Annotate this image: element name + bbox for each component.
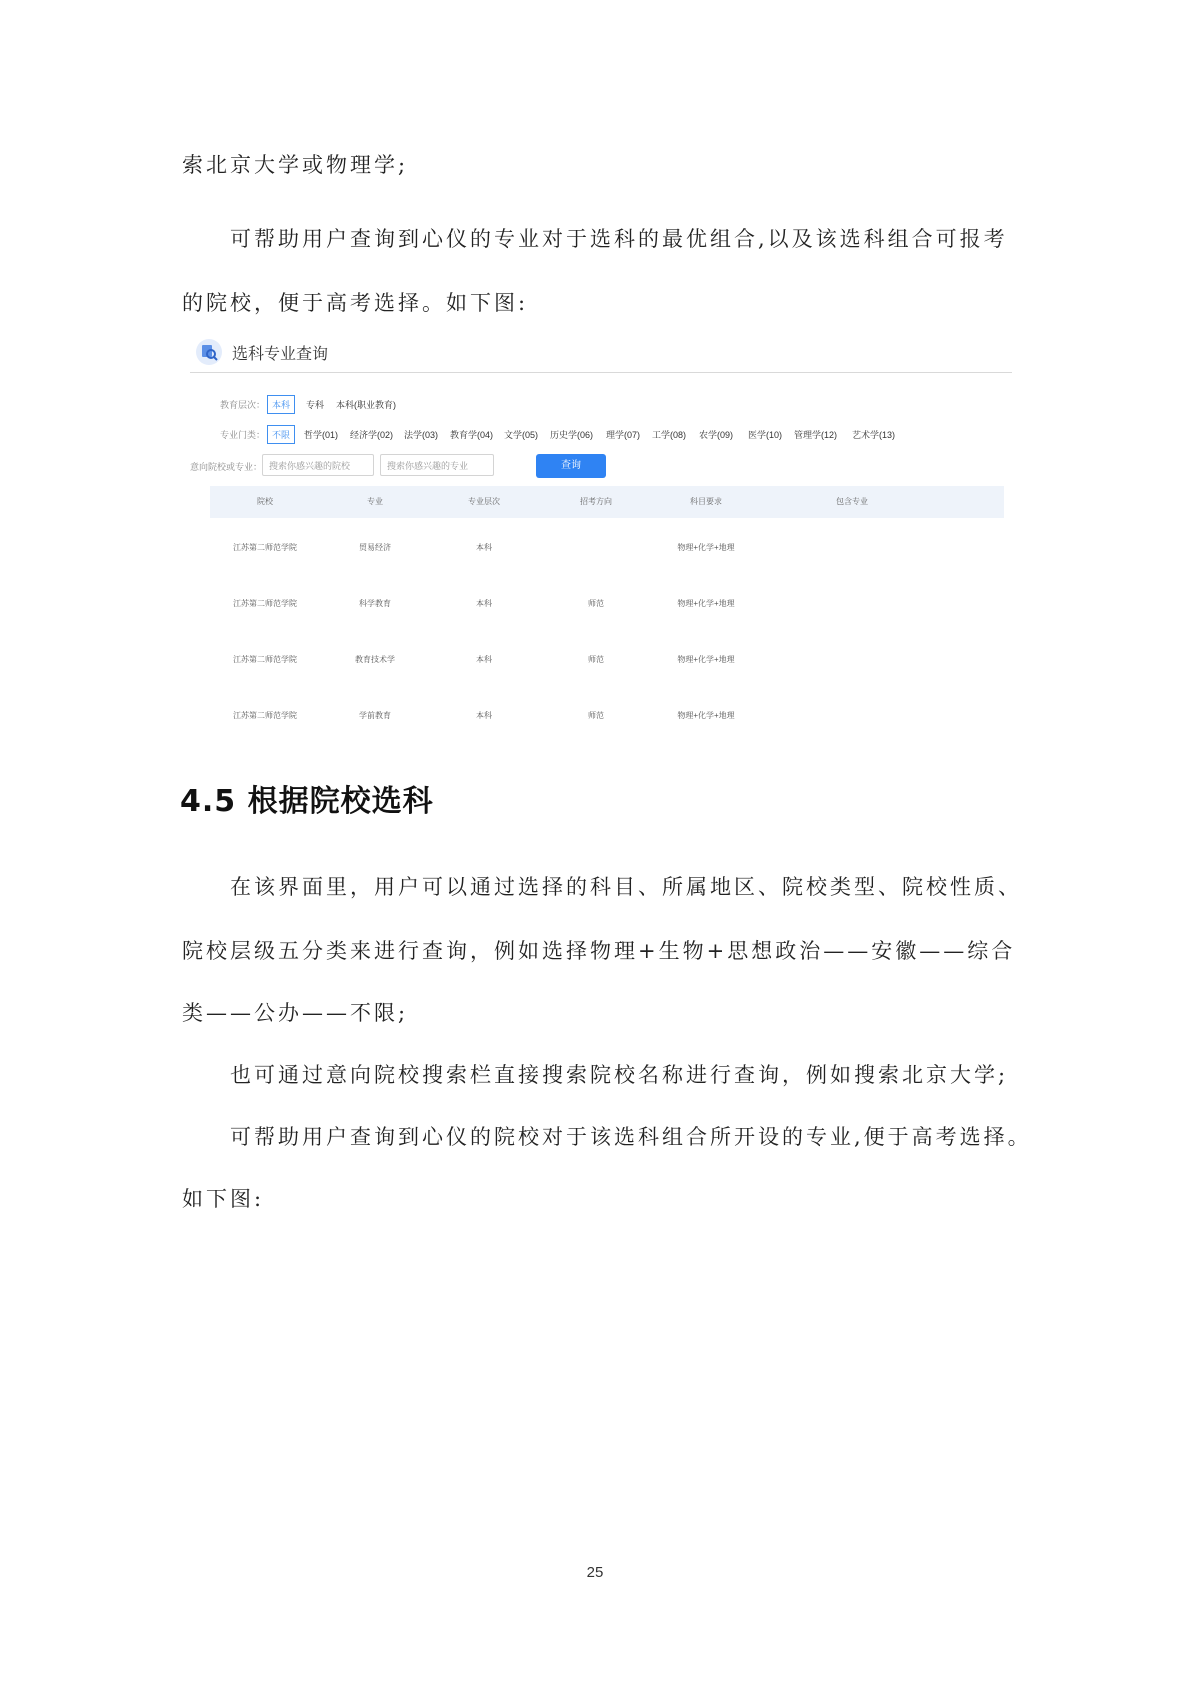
cell-level: 本科 <box>476 655 492 664</box>
cell-school: 江苏第二师范学院 <box>233 599 297 608</box>
paragraph-1: 索北京大学或物理学; <box>182 153 409 177</box>
major-category-option[interactable]: 农学(09) <box>699 430 734 440</box>
major-search-input[interactable]: 搜索你感兴趣的专业 <box>380 454 494 476</box>
column-header: 院校 <box>257 497 273 506</box>
cell-level: 本科 <box>476 711 492 720</box>
column-header: 招考方向 <box>580 497 612 506</box>
results-table-header <box>210 486 1004 518</box>
section-heading: 4.5 根据院校选科 <box>180 784 434 819</box>
paragraph-4: 在该界面里，用户可以通过选择的科目、所属地区、院校类型、院校性质、 <box>230 875 1022 899</box>
cell-major: 学前教育 <box>359 711 391 720</box>
major-category-option[interactable]: 教育学(04) <box>450 430 494 440</box>
page-number: 25 <box>586 1564 604 1581</box>
cell-major: 科学教育 <box>359 599 391 608</box>
major-category-option[interactable]: 医学(10) <box>748 430 783 440</box>
education-level-option[interactable]: 本科(职业教育) <box>336 400 396 410</box>
search-document-icon <box>196 339 222 365</box>
education-level-row <box>190 394 1012 414</box>
cell-direction: 师范 <box>588 655 604 664</box>
search-label: 意向院校或专业： <box>190 462 263 472</box>
course-selection-screenshot <box>190 332 1012 732</box>
cell-subjects: 物理+化学+地理 <box>677 655 735 664</box>
cell-direction: 师范 <box>588 711 604 720</box>
major-category-row <box>190 424 1012 444</box>
paragraph-5: 院校层级五分类来进行查询，例如选择物理+生物+思想政治——安徽——综合 <box>182 939 1016 963</box>
school-search-input[interactable]: 搜索你感兴趣的院校 <box>262 454 374 476</box>
table-row[interactable] <box>210 520 1004 576</box>
cell-subjects: 物理+化学+地理 <box>677 599 735 608</box>
column-header: 专业 <box>367 497 383 506</box>
paragraph-7: 也可通过意向院校搜索栏直接搜索院校名称进行查询，例如搜索北京大学; <box>230 1063 1009 1087</box>
cell-school: 江苏第二师范学院 <box>233 655 297 664</box>
screenshot-title: 选科专业查询 <box>232 346 329 363</box>
major-category-option[interactable]: 艺术学(13) <box>852 430 896 440</box>
cell-school: 江苏第二师范学院 <box>233 711 297 720</box>
table-row[interactable] <box>210 576 1004 632</box>
major-category-option[interactable]: 工学(08) <box>652 430 687 440</box>
major-category-option[interactable]: 不限 <box>267 425 295 444</box>
paragraph-8: 可帮助用户查询到心仪的院校对于该选科组合所开设的专业,便于高考选择。 <box>230 1125 1032 1149</box>
major-category-option[interactable]: 经济学(02) <box>350 430 394 440</box>
cell-subjects: 物理+化学+地理 <box>677 711 735 720</box>
cell-subjects: 物理+化学+地理 <box>677 543 735 552</box>
paragraph-9: 如下图: <box>182 1187 265 1211</box>
paragraph-6: 类——公办——不限; <box>182 1001 409 1025</box>
cell-level: 本科 <box>476 543 492 552</box>
column-header: 专业层次 <box>468 497 500 506</box>
major-category-option[interactable]: 历史学(06) <box>550 430 594 440</box>
cell-school: 江苏第二师范学院 <box>233 543 297 552</box>
cell-major: 教育技术学 <box>355 655 395 664</box>
major-category-option[interactable]: 法学(03) <box>404 430 439 440</box>
paragraph-2: 可帮助用户查询到心仪的专业对于选科的最优组合,以及该选科组合可报考 <box>230 227 1008 251</box>
screenshot-header <box>190 332 1012 373</box>
education-level-option[interactable]: 专科 <box>306 400 325 410</box>
major-category-label: 专业门类： <box>220 430 266 440</box>
major-category-option[interactable]: 哲学(01) <box>304 430 339 440</box>
cell-level: 本科 <box>476 599 492 608</box>
column-header: 包含专业 <box>836 497 868 506</box>
cell-direction: 师范 <box>588 599 604 608</box>
major-category-option[interactable]: 理学(07) <box>606 430 641 440</box>
table-row[interactable] <box>210 632 1004 688</box>
paragraph-3: 的院校，便于高考选择。如下图: <box>182 291 529 315</box>
column-header: 科目要求 <box>690 497 722 506</box>
cell-major: 贸易经济 <box>359 543 391 552</box>
table-row[interactable] <box>210 688 1004 744</box>
education-level-label: 教育层次： <box>220 400 266 410</box>
major-category-option[interactable]: 管理学(12) <box>794 430 838 440</box>
major-category-option[interactable]: 文学(05) <box>504 430 539 440</box>
query-button[interactable]: 查询 <box>536 454 606 478</box>
education-level-option[interactable]: 本科 <box>267 395 295 414</box>
